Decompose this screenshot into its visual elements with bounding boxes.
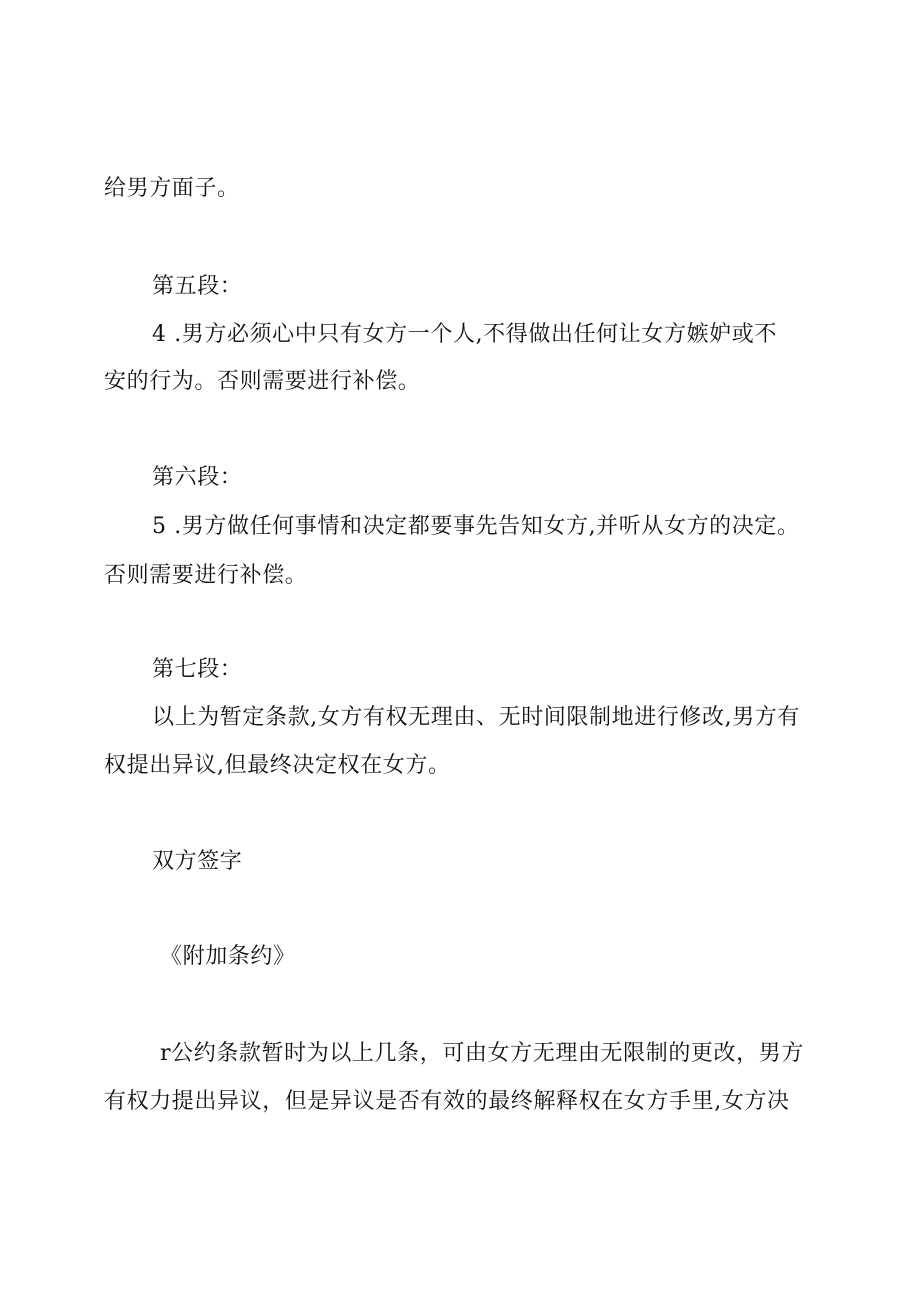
appendix-line-2: 有权力提出异议，但是异议是否有效的最终解释权在女方手里,女方决 <box>104 1089 790 1114</box>
section-heading-6: 第六段： <box>152 465 243 490</box>
paragraph-continuation: 给男方面子。 <box>104 176 240 201</box>
provisional-terms-line-2: 权提出异议,但最终决定权在女方。 <box>104 753 451 778</box>
section-heading-5: 第五段： <box>152 274 243 299</box>
provisional-terms-line-1: 以上为暂定条款,女方有权无理由、无时间限制地进行修改,男方有 <box>152 705 800 730</box>
appendix-line-1: r公约条款暂时为以上几条，可由女方无理由无限制的更改，男方 <box>160 1041 804 1066</box>
appendix-title: 《附加条约》 <box>160 944 296 969</box>
clause-5-line-2: 否则需要进行补偿。 <box>104 563 308 588</box>
clause-5-line-1: 5 .男方做任何事情和决定都要事先告知女方,并听从女方的决定。 <box>152 514 800 539</box>
section-heading-7: 第七段： <box>152 657 243 682</box>
clause-4-line-2: 安的行为。否则需要进行补偿。 <box>104 369 421 394</box>
signature-label: 双方签字 <box>152 849 243 874</box>
clause-4-line-1: 4 .男方必须心中只有女方一个人,不得做出任何让女方嫉妒或不 <box>152 322 777 347</box>
